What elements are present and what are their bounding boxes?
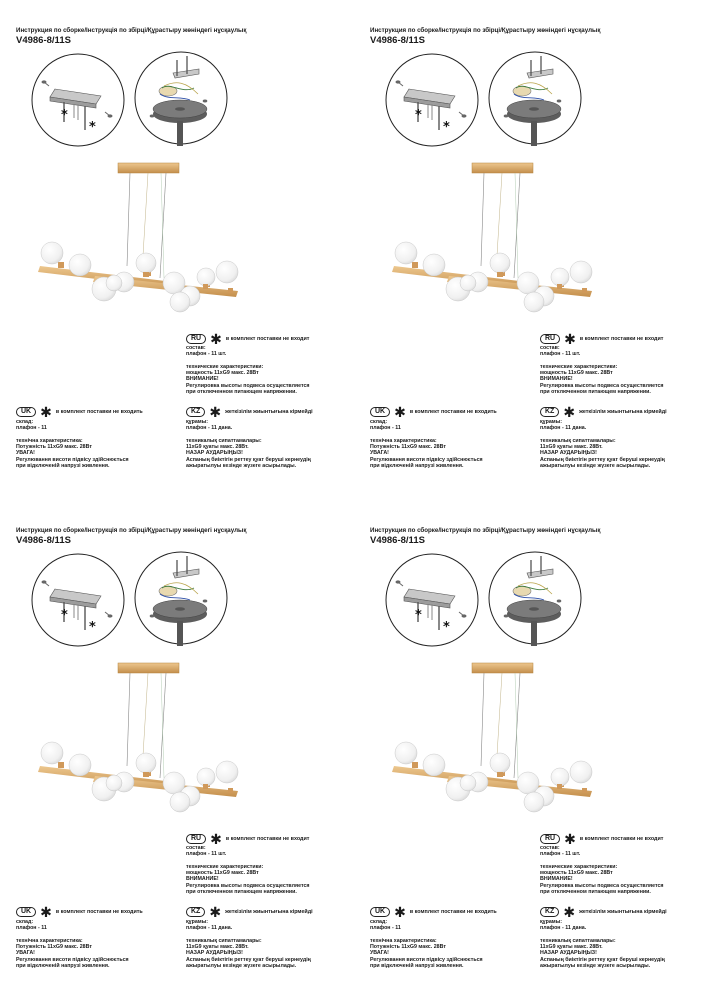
spec-line: плафон - 11	[16, 925, 47, 932]
spec-line: Потужність 11xG9 макс. 28Вт	[370, 444, 446, 451]
spec-line: Регулировка высоты подвеса осуществляется	[186, 382, 310, 389]
kz-language-badge: KZ	[540, 907, 559, 917]
spec-line: при відключеній напрузі живлення.	[16, 963, 110, 970]
spec-line: НАЗАР АУДАРЫҢЫЗ!	[186, 450, 243, 457]
star-icon: ✱	[209, 904, 222, 920]
star-icon: ✱	[210, 331, 222, 347]
canopy-detail-circle	[135, 52, 227, 146]
kz-not-included-row	[186, 404, 313, 420]
uk-spec-block	[370, 419, 483, 469]
kz-language-badge: KZ	[186, 907, 205, 917]
spec-line: техникалық сипаттамалары:	[540, 437, 616, 444]
spec-line: құрамы:	[186, 919, 208, 925]
not-included-star-icon: *	[61, 108, 68, 123]
spec-line: при отключенном питающем напряжении.	[540, 889, 651, 896]
not-included-star-icon: *	[89, 620, 96, 635]
spec-line: НАЗАР АУДАРЫҢЫЗ!	[540, 450, 597, 457]
spec-line: ажыратылуы кезінде жүзеге асырылады.	[540, 463, 651, 470]
ru-spec-block	[540, 345, 664, 395]
spec-line: ВНИМАНИЕ!	[186, 876, 219, 883]
spec-line: технические характеристики:	[186, 863, 264, 870]
canopy-detail-circle	[489, 52, 581, 146]
canopy-detail-circle	[489, 552, 581, 646]
not-included-star-icon: *	[61, 608, 68, 623]
spec-line: УВАГА!	[370, 450, 389, 457]
kz-not-included-note: жеткізілім жиынтығына кірмейді	[579, 909, 667, 915]
spec-line: Потужність 11xG9 макс. 28Вт	[16, 444, 92, 451]
spec-line: Потужність 11xG9 макс. 28Вт	[16, 944, 92, 951]
spec-line: плафон - 11 дана.	[540, 425, 587, 432]
kz-not-included-row	[540, 404, 667, 420]
uk-not-included-note: в комплект поставки не входить	[409, 409, 497, 415]
spec-line: технічна характеристика:	[370, 437, 437, 444]
kz-not-included-note: жеткізілім жиынтығына кірмейді	[225, 409, 313, 415]
uk-spec-block	[16, 919, 129, 969]
chandelier-illustration	[38, 163, 238, 312]
spec-line: плафон - 11 дана.	[186, 925, 233, 932]
spec-line: Регулировка высоты подвеса осуществляется	[540, 882, 664, 889]
spec-line: Регулювання висоти підвісу здійснюється	[370, 456, 483, 463]
spec-line: при відключеній напрузі живлення.	[370, 963, 464, 970]
spec-line: Аспаның биіктігін реттеу қуат беруші кернеудің	[540, 956, 665, 963]
spec-line: Регулировка высоты подвеса осуществляется	[186, 882, 310, 889]
spec-line: технічна характеристика:	[16, 437, 83, 444]
kz-not-included-note: жеткізілім жиынтығына кірмейді	[579, 409, 667, 415]
spec-line: при отключенном питающем напряжении.	[186, 389, 297, 396]
uk-not-included-row	[370, 904, 497, 920]
bracket-detail-circle	[386, 54, 478, 146]
spec-line: НАЗАР АУДАРЫҢЫЗ!	[540, 950, 597, 957]
instruction-title: Инструкция по сборке/Інструкція по збірці/Құрастыру жөніндегі нұсқаулық	[370, 27, 601, 34]
instruction-title: Инструкция по сборке/Інструкція по збірці/Құрастыру жөніндегі нұсқаулық	[370, 527, 601, 534]
uk-language-badge: UK	[370, 407, 390, 417]
spec-line: плафон - 11	[370, 925, 401, 932]
kz-not-included-row	[186, 904, 313, 920]
spec-line: мощность 11xG9 макс. 28Вт	[540, 370, 613, 377]
not-included-star-icon: *	[443, 620, 450, 635]
spec-line: Регулювання висоти підвісу здійснюється	[16, 956, 129, 963]
spec-line: Регулировка высоты подвеса осуществляется	[540, 382, 664, 389]
spec-line: плафон - 11 шт.	[540, 351, 581, 358]
spec-line: склад:	[16, 919, 34, 925]
spec-line: УВАГА!	[16, 450, 35, 457]
uk-not-included-row	[16, 404, 143, 420]
chandelier-illustration	[392, 663, 592, 812]
not-included-star-icon: *	[415, 608, 422, 623]
glass-globe-icon	[41, 742, 238, 812]
ru-language-badge: RU	[186, 334, 206, 344]
spec-line: Регулювання висоти підвісу здійснюється	[370, 956, 483, 963]
uk-not-included-note: в комплект поставки не входить	[55, 909, 143, 915]
spec-line: технические характеристики:	[540, 863, 618, 870]
bracket-detail-circle	[32, 554, 124, 646]
uk-not-included-row	[370, 404, 497, 420]
spec-line: технічна характеристика:	[370, 937, 437, 944]
spec-line: при отключенном питающем напряжении.	[540, 389, 651, 396]
instruction-title: Инструкция по сборке/Інструкція по збірці/Құрастыру жөніндегі нұсқаулық	[16, 527, 247, 534]
star-icon: ✱	[40, 904, 52, 920]
ru-not-included-row	[540, 831, 664, 847]
star-icon: ✱	[563, 404, 576, 420]
star-icon: ✱	[563, 904, 576, 920]
star-icon: ✱	[40, 404, 52, 420]
chandelier-illustration	[38, 663, 238, 812]
ru-spec-block	[186, 845, 310, 895]
spec-line: технические характеристики:	[540, 363, 618, 370]
ceiling-canopy-bar	[118, 663, 179, 673]
spec-line: технічна характеристика:	[16, 937, 83, 944]
kz-not-included-row	[540, 904, 667, 920]
spec-line: мощность 11xG9 макс. 28Вт	[540, 870, 613, 877]
ru-language-badge: RU	[540, 334, 560, 344]
star-icon: ✱	[394, 904, 406, 920]
spec-line: плафон - 11 дана.	[186, 425, 233, 432]
not-included-star-icon: *	[443, 120, 450, 135]
spec-line: плафон - 11 шт.	[540, 851, 581, 858]
spec-line: 11xG9 қуаты макс. 28Вт.	[186, 444, 249, 451]
spec-line: 11xG9 қуаты макс. 28Вт.	[540, 944, 603, 951]
spec-line: техникалық сипаттамалары:	[186, 937, 262, 944]
spec-line: при отключенном питающем напряжении.	[186, 889, 297, 896]
uk-language-badge: UK	[16, 407, 36, 417]
ru-not-included-row	[186, 331, 310, 347]
kz-spec-block	[540, 919, 665, 969]
not-included-star-icon: *	[415, 108, 422, 123]
kz-not-included-note: жеткізілім жиынтығына кірмейді	[225, 909, 313, 915]
uk-language-badge: UK	[370, 907, 390, 917]
spec-line: Аспаның биіктігін реттеу қуат беруші кернеудің	[186, 956, 311, 963]
spec-line: УВАГА!	[16, 950, 35, 957]
ru-not-included-row	[540, 331, 664, 347]
uk-spec-block	[16, 419, 129, 469]
uk-language-badge: UK	[16, 907, 36, 917]
bracket-detail-circle	[386, 554, 478, 646]
uk-not-included-row	[16, 904, 143, 920]
glass-globe-icon	[395, 242, 592, 312]
ru-not-included-note: в комплект поставки не входит	[225, 836, 310, 842]
spec-line: состав:	[186, 845, 206, 851]
glass-globe-icon	[395, 742, 592, 812]
bracket-detail-circle	[32, 54, 124, 146]
spec-line: УВАГА!	[370, 950, 389, 957]
uk-not-included-note: в комплект поставки не входить	[409, 909, 497, 915]
instruction-panel-1	[0, 0, 353, 500]
spec-line: при відключеній напрузі живлення.	[16, 463, 110, 470]
kz-language-badge: KZ	[540, 407, 559, 417]
spec-line: Аспаның биіктігін реттеу қуат беруші кернеудің	[540, 456, 665, 463]
ceiling-canopy-bar	[472, 663, 533, 673]
kz-spec-block	[186, 419, 311, 469]
model-code: V4986-8/11S	[16, 35, 71, 46]
spec-line: ажыратылуы кезінде жүзеге асырылады.	[186, 463, 297, 470]
uk-spec-block	[370, 919, 483, 969]
spec-line: склад:	[370, 419, 388, 425]
spec-line: технические характеристики:	[186, 363, 264, 370]
spec-line: 11xG9 қуаты макс. 28Вт.	[186, 944, 249, 951]
model-code: V4986-8/11S	[370, 535, 425, 546]
instruction-title: Инструкция по сборке/Інструкція по збірці/Құрастыру жөніндегі нұсқаулық	[16, 27, 247, 34]
instruction-panel-2	[354, 0, 707, 500]
spec-line: плафон - 11	[16, 425, 47, 432]
spec-line: плафон - 11 шт.	[186, 351, 227, 358]
spec-line: состав:	[540, 845, 560, 851]
spec-line: НАЗАР АУДАРЫҢЫЗ!	[186, 950, 243, 957]
spec-line: плафон - 11	[370, 425, 401, 432]
uk-not-included-note: в комплект поставки не входить	[55, 409, 143, 415]
spec-line: плафон - 11 шт.	[186, 851, 227, 858]
spec-line: ВНИМАНИЕ!	[186, 376, 219, 383]
kz-spec-block	[540, 419, 665, 469]
ru-not-included-note: в комплект поставки не входит	[225, 336, 310, 342]
spec-line: Потужність 11xG9 макс. 28Вт	[370, 944, 446, 951]
canopy-detail-circle	[135, 552, 227, 646]
spec-line: мощность 11xG9 макс. 28Вт	[186, 370, 259, 377]
star-icon: ✱	[210, 831, 222, 847]
spec-line: техникалық сипаттамалары:	[540, 937, 616, 944]
spec-line: ВНИМАНИЕ!	[540, 376, 573, 383]
spec-line: склад:	[370, 919, 388, 925]
spec-line: при відключеній напрузі живлення.	[370, 463, 464, 470]
spec-line: склад:	[16, 419, 34, 425]
chandelier-illustration	[392, 163, 592, 312]
ru-not-included-row	[186, 831, 310, 847]
ru-language-badge: RU	[186, 834, 206, 844]
spec-line: состав:	[186, 345, 206, 351]
star-icon: ✱	[564, 331, 576, 347]
model-code: V4986-8/11S	[370, 35, 425, 46]
instruction-panel-3	[0, 500, 353, 1000]
spec-line: Регулювання висоти підвісу здійснюється	[16, 456, 129, 463]
ru-not-included-note: в комплект поставки не входит	[579, 336, 664, 342]
glass-globe-icon	[41, 242, 238, 312]
ru-not-included-note: в комплект поставки не входит	[579, 836, 664, 842]
spec-line: ажыратылуы кезінде жүзеге асырылады.	[540, 963, 651, 970]
spec-line: плафон - 11 дана.	[540, 925, 587, 932]
spec-line: мощность 11xG9 макс. 28Вт	[186, 870, 259, 877]
not-included-star-icon: *	[89, 120, 96, 135]
ceiling-canopy-bar	[472, 163, 533, 173]
spec-line: состав:	[540, 345, 560, 351]
spec-line: ажыратылуы кезінде жүзеге асырылады.	[186, 963, 297, 970]
ru-spec-block	[540, 845, 664, 895]
star-icon: ✱	[394, 404, 406, 420]
kz-language-badge: KZ	[186, 407, 205, 417]
kz-spec-block	[186, 919, 311, 969]
ru-language-badge: RU	[540, 834, 560, 844]
star-icon: ✱	[564, 831, 576, 847]
ru-spec-block	[186, 345, 310, 395]
spec-line: 11xG9 қуаты макс. 28Вт.	[540, 444, 603, 451]
model-code: V4986-8/11S	[16, 535, 71, 546]
spec-line: құрамы:	[186, 419, 208, 425]
spec-line: ВНИМАНИЕ!	[540, 876, 573, 883]
ceiling-canopy-bar	[118, 163, 179, 173]
spec-line: Аспаның биіктігін реттеу қуат беруші кернеудің	[186, 456, 311, 463]
star-icon: ✱	[209, 404, 222, 420]
spec-line: техникалық сипаттамалары:	[186, 437, 262, 444]
spec-line: құрамы:	[540, 919, 562, 925]
instruction-panel-4	[354, 500, 707, 1000]
spec-line: құрамы:	[540, 419, 562, 425]
